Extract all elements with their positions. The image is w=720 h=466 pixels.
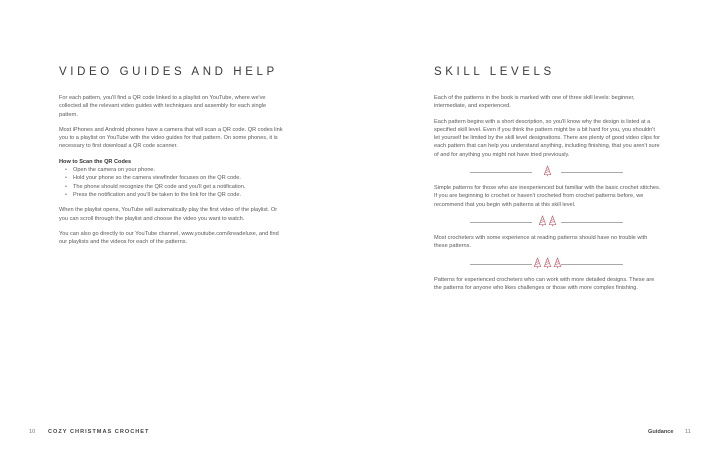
divider-line: [561, 264, 623, 265]
christmas-tree-icon: [543, 257, 552, 269]
skill-description: Patterns for experienced crocheters who can work with more detailed designs. These are the patterns for anyone who likes challenges or those with more complex finishing.: [434, 276, 655, 291]
skill-divider-intermediate: [434, 214, 661, 230]
skill-level-trees: [434, 215, 661, 227]
list-item: • The phone should recognize the QR code and you'll get a notification.: [59, 183, 285, 191]
video-guides-heading: VIDEO GUIDES AND HELP: [59, 66, 278, 78]
page-number: 10: [29, 429, 36, 435]
right-text-column: [434, 94, 661, 292]
page-number: 11: [685, 429, 691, 435]
list-item: • Press the notification and you'll be taken to the link for the QR code.: [59, 191, 285, 199]
running-title: COZY CHRISTMAS CROCHET: [48, 429, 150, 435]
skill-levels-heading: SKILL LEVELS: [434, 66, 555, 78]
christmas-tree-icon: [543, 165, 552, 177]
skill-level-trees: [434, 257, 661, 269]
list-item: • Hold your phone so the camera viewfinder focuses on the QR code.: [59, 174, 285, 182]
christmas-tree-icon: [538, 215, 547, 227]
divider-line: [561, 222, 623, 223]
paragraph: Each pattern begins with a short description, so you'll know why the design is listed at a specified skill level. Even if you think the pattern might be a bit hard for you, you shouldn't let yourself be limited by the skill level designations. There are plenty of good video clips for each pattern that can help you understand anything, including finishing, that you aren't sure of and for anything you might not have tried previously.: [434, 118, 660, 158]
paragraph: For each pattern, you'll find a QR code linked to a playlist on YouTube, where we've collected all the relevant video guides with techniques and assembly for each single pattern.: [59, 95, 267, 118]
paragraph: When the playlist opens, YouTube will automatically play the first video of the playlist. Or you can scroll through the playlist and choose the video you want to watch.: [59, 207, 278, 222]
christmas-tree-icon: [548, 215, 557, 227]
scan-steps-list: [59, 166, 285, 199]
right-page: [360, 0, 720, 466]
skill-divider-experienced: [434, 256, 661, 272]
list-item: • Open the camera on your phone.: [59, 166, 285, 174]
skill-description: Most crocheters with some experience at reading patterns should have no trouble with these patterns.: [434, 234, 648, 250]
skill-divider-beginner: [434, 164, 661, 180]
left-text-column: [59, 94, 285, 246]
skill-description: Simple patterns for those who are inexperienced but familiar with the basic crochet stitches. If you are beginning to crochet or haven't crocheted from crochet patterns before, we recommend that you begin with patterns at this skill level.: [434, 185, 661, 208]
paragraph: You can also go directly to our YouTube channel, www.youtube.com/kreadeluxe, and find our playlists and the videos for each of the patterns.: [59, 230, 279, 246]
skill-level-trees: [434, 165, 661, 177]
paragraph: Each of the patterns in the book is marked with one of three skill levels: beginner, intermediate, and experienced.: [434, 95, 635, 110]
scan-subheading: How to Scan the QR Codes: [59, 158, 132, 165]
running-title: Guidance: [648, 429, 674, 435]
christmas-tree-icon: [553, 257, 562, 269]
divider-line: [561, 172, 623, 173]
christmas-tree-icon: [533, 257, 542, 269]
paragraph: Most iPhones and Android phones have a camera that will scan a QR code. QR codes link you to a playlist on YouTube with the video guides for that pattern. On some phones, it is necessary to first download a QR code scanner.: [59, 126, 283, 150]
